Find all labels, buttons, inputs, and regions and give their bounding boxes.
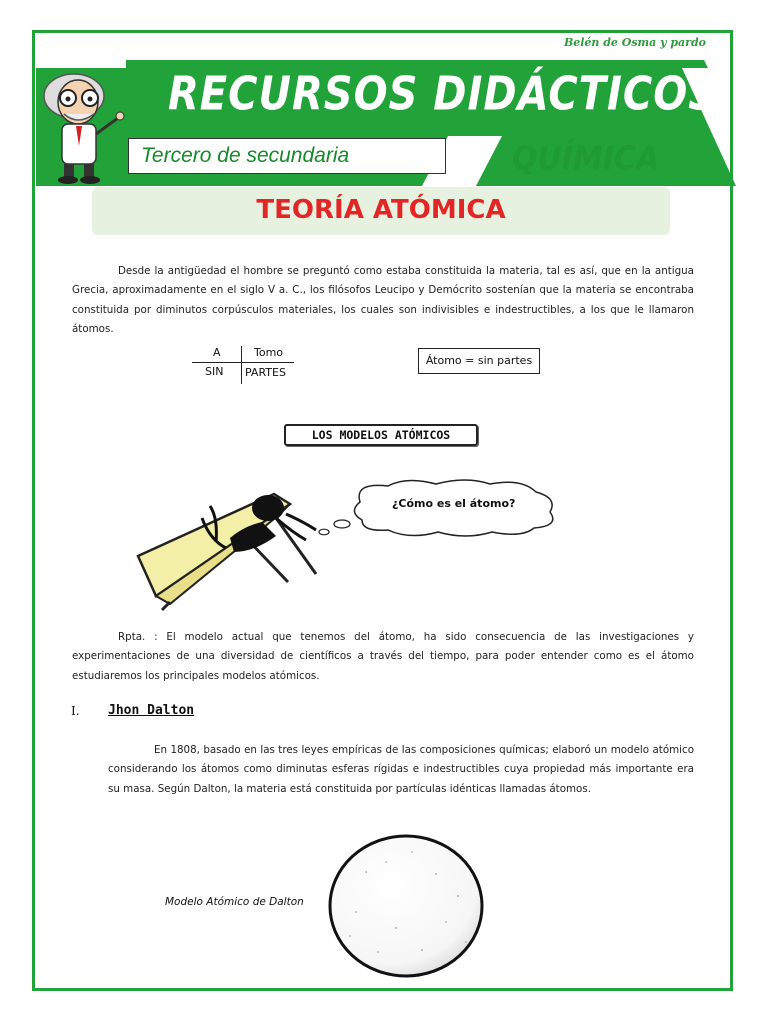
etym-partes: PARTES: [245, 366, 286, 379]
answer-paragraph: [72, 628, 694, 686]
grade-box: [128, 138, 446, 174]
etym-divider-v: [241, 346, 242, 384]
etym-sin: SIN: [205, 365, 224, 378]
etym-a: A: [213, 346, 221, 359]
section-number: I.: [71, 704, 80, 718]
topic-title: TEORÍA ATÓMICA: [256, 195, 506, 225]
etym-divider-h: [192, 362, 294, 363]
answer-text: Rpta. : El modelo actual que tenemos del átomo, ha sido consecuencia de las investigaciones y experimentaciones de una diversidad de científicos a través del tiempo, para poder entender como es el átomo estudiaremos los principales modelos atómicos.: [72, 631, 694, 682]
topic-bar: [92, 187, 670, 235]
dalton-sphere-icon: [326, 832, 486, 980]
etymology-table: [192, 344, 294, 384]
author-credit: Belén de Osma y pardo: [563, 36, 706, 49]
dalton-figure-label: Modelo Atómico de Dalton: [165, 896, 304, 908]
intro-paragraph: [72, 262, 694, 339]
series-title: RECURSOS DIDÁCTICOS: [168, 68, 719, 121]
models-heading: LOS MODELOS ATÓMICOS: [284, 424, 478, 446]
grade-label: Tercero de secundaria: [141, 144, 350, 167]
thought-bubble-text: ¿Cómo es el átomo?: [392, 497, 516, 510]
subject-label: QUÍMICA: [512, 140, 660, 179]
dalton-paragraph: [108, 741, 694, 799]
etym-tomo: Tomo: [254, 346, 284, 359]
dalton-text: En 1808, basado en las tres leyes empíricas de las composiciones químicas; elaboró un modelo atómico considerando los átomos como diminutas esferas rígidas e indestructibles cuya propiedad más importante era su masa. Según Dalton, la materia está constituida por partículas idénticas llamadas átomos.: [108, 744, 694, 795]
section-title: Jhon Dalton: [108, 703, 195, 718]
intro-text: Desde la antigüedad el hombre se preguntó como estaba constituida la materia, tal es así, que en la antigua Grecia, aproximadamente en el siglo V a. C., los filósofos Leucipo y Demócrito sostenían que la materia se encontraba constituida por diminutos corpúsculos materiales, los cuales son indivisibles e indestructibles, a los que le llamaron átomos.: [72, 265, 694, 335]
definition-box: Átomo = sin partes: [418, 348, 540, 374]
